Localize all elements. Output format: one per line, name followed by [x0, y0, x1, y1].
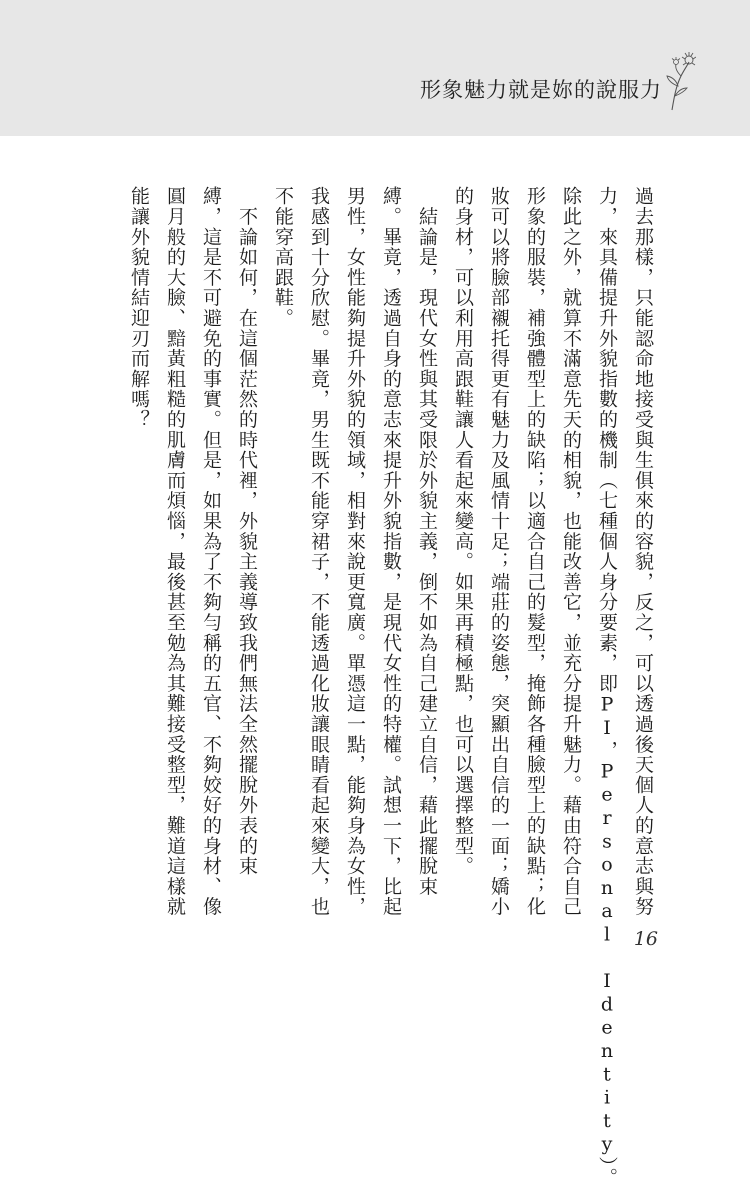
body-line: 妝可以將臉部襯托得更有魅力及風情十足；端莊的姿態，突顯出自信的一面；嬌小	[488, 186, 510, 917]
body-line: 不能穿高跟鞋。	[272, 186, 294, 329]
body-line: 我感到十分欣慰。畢竟，男生既不能穿裙子，不能透過化妝讓眼睛看起來變大，也	[308, 186, 330, 917]
body-line: 圓月般的大臉、黯黃粗糙的肌膚而煩惱，最後甚至勉為其難接受整型，難道這樣就	[164, 186, 186, 917]
body-line: 男性，女性能夠提升外貌的領域，相對來說更寬廣。單憑這一點，能夠身為女性，	[344, 186, 366, 917]
body-line: 力，來具備提升外貌指數的機制（七種個人身分要素，即PI，Personal Identity）。	[596, 186, 618, 1188]
body-line: 的身材，可以利用高跟鞋讓人看起來變高。如果再積極點，也可以選擇整型。	[452, 186, 474, 877]
body-line: 過去那樣，只能認命地接受與生俱來的容貌，反之，可以透過後天個人的意志與努	[632, 186, 654, 917]
body-line: 形象的服裝，補強體型上的缺陷；以適合自己的髮型，掩飾各種臉型上的缺點；化	[524, 186, 546, 917]
running-title: 形象魅力就是妳的說服力	[420, 78, 662, 102]
body-line: 能讓外貌情結迎刃而解嗎？	[128, 186, 150, 430]
body-line: 縛。畢竟，透過自身的意志來提升外貌指數，是現代女性的特權。試想一下，比起	[380, 186, 402, 917]
body-line: 不論如何，在這個茫然的時代裡，外貌主義導致我們無法全然擺脫外表的束	[236, 186, 258, 877]
body-line: 除此之外，就算不滿意先天的相貌，也能改善它，並充分提升魅力。藉由符合自己	[560, 186, 582, 917]
page-number: 16	[633, 928, 658, 950]
body-line: 結論是，現代女性與其受限於外貌主義，倒不如為自己建立自信，藉此擺脫束	[416, 186, 438, 897]
body-line: 縛，這是不可避免的事實。但是，如果為了不夠勻稱的五官、不夠姣好的身材、像	[200, 186, 222, 917]
